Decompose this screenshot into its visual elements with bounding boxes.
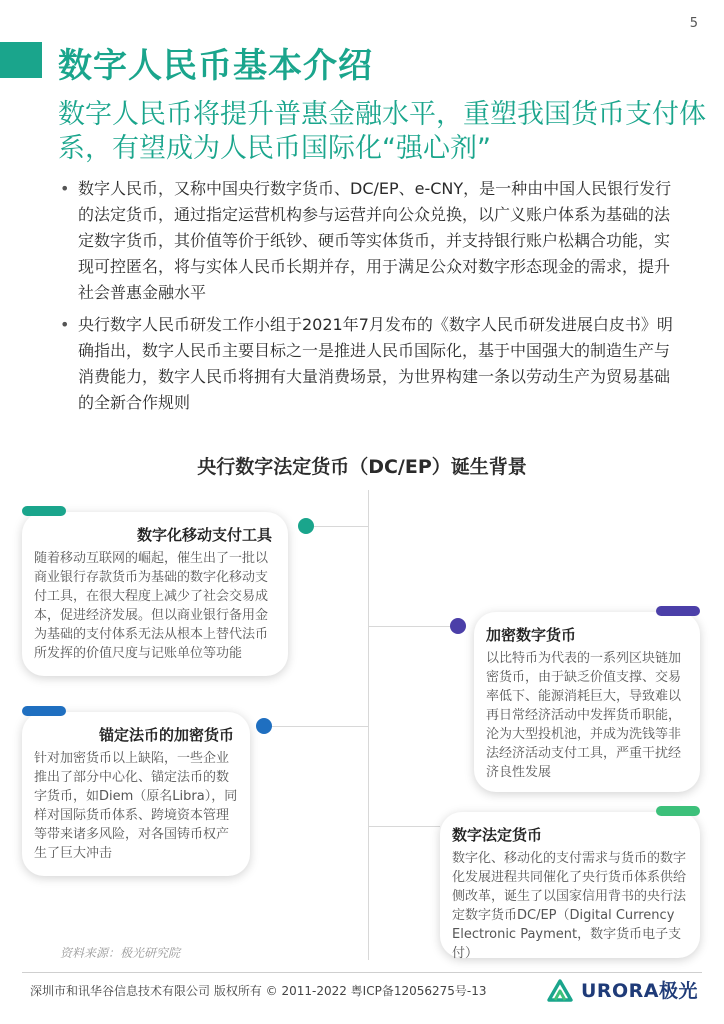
purple-accent-pill [656,606,700,616]
teal-accent-pill [22,506,66,516]
timeline-node-teal [298,518,314,534]
page-title: 数字人民币基本介绍 [58,46,373,86]
source-note: 资料来源：极光研究院 [60,946,181,960]
timeline-node-purple [450,618,466,634]
aurora-logo [547,976,698,1003]
card-title: 锚定法币的加密货币 [98,726,234,744]
timeline-node-blue [256,718,272,734]
card-title: 加密数字货币 [486,626,577,644]
connector-line [264,726,369,727]
card-body: 针对加密货币以上缺陷，一些企业推出了部分中心化、锚定法币的数字货币，如Diem（原名Libra），同样对国际货币体系、跨境资本管理等带来诸多风险，对各国铸币权产生了巨大冲击 [34,751,238,861]
connector-line [368,826,440,827]
card-digital-fiat [440,812,700,961]
card-title: 数字化移动支付工具 [136,526,272,544]
footer-copyright: 深圳市和讯华谷信息技术有限公司 版权所有 © 2011-2022 粤ICP备12056275号-13 [30,984,487,998]
connector-line [368,626,458,627]
card-title: 数字法定货币 [452,826,543,844]
timeline-axis [368,490,369,960]
card-body: 随着移动互联网的崛起，催生出了一批以商业银行存款货币为基础的数字化移动支付工具，在很大程度上减少了社会交易成本，促进经济发展。但以商业银行备用金为基础的支付体系无法从根本上替代法币所发挥的价值尺度与记账单位等功能 [34,551,269,661]
card-crypto [474,612,700,792]
card-stablecoin [22,712,250,876]
aurora-logo-icon [547,978,577,1002]
card-mobile-payment [22,512,288,676]
logo-text: URORA极光 [580,980,698,1002]
connector-line [314,526,369,527]
bullet-item: • 数字人民币，又称中国央行数字货币、DC/EP、e-CNY，是一种由中国人民银行发行的法定货币，通过指定运营机构参与运营并向公众兑换，以广义账户体系为基础的法定数字货币，其价值等价于纸钞、硬币等实体货币，并支持银行账户松耦合功能，实现可控匿名，将与实体人民币长期并存，用于满足公众对数字形态现金的需求，提升社会普惠金融水平 [58,176,678,306]
card-body: 数字化、移动化的支付需求与货币的数字化发展进程共同催化了央行货币体系供给侧改革，诞生了以国家信用背书的央行法定数字货币DC/EP（Digital Currency Electronic Payment，数字货币电子支付） [452,851,687,961]
page-subtitle: 数字人民币将提升普惠金融水平，重塑我国货币支付体系，有望成为人民币国际化“强心剂” [58,99,706,164]
card-body: 以比特币为代表的一系列区块链加密货币，由于缺乏价值支撑、交易率低下、能源消耗巨大，导致难以再日常经济活动中发挥货币职能，沦为大型投机池，并成为洗钱等非法经济活动支付工具，严重干扰经济良性发展 [486,651,682,780]
blue-accent-pill [22,706,66,716]
bullet-list [58,176,678,422]
footer-divider [22,972,702,973]
green-accent-pill [656,806,700,816]
page-number: 5 [689,16,698,31]
title-accent-bar [0,42,42,78]
section-title: 央行数字法定货币（DC/EP）诞生背景 [197,456,527,478]
bullet-item: • 央行数字人民币研发工作小组于2021年7月发布的《数字人民币研发进展白皮书》明确指出，数字人民币主要目标之一是推进人民币国际化，基于中国强大的制造生产与消费能力，数字人民币将拥有大量消费场景，为世界构建一条以劳动生产为贸易基础的全新合作规则 [58,312,678,416]
